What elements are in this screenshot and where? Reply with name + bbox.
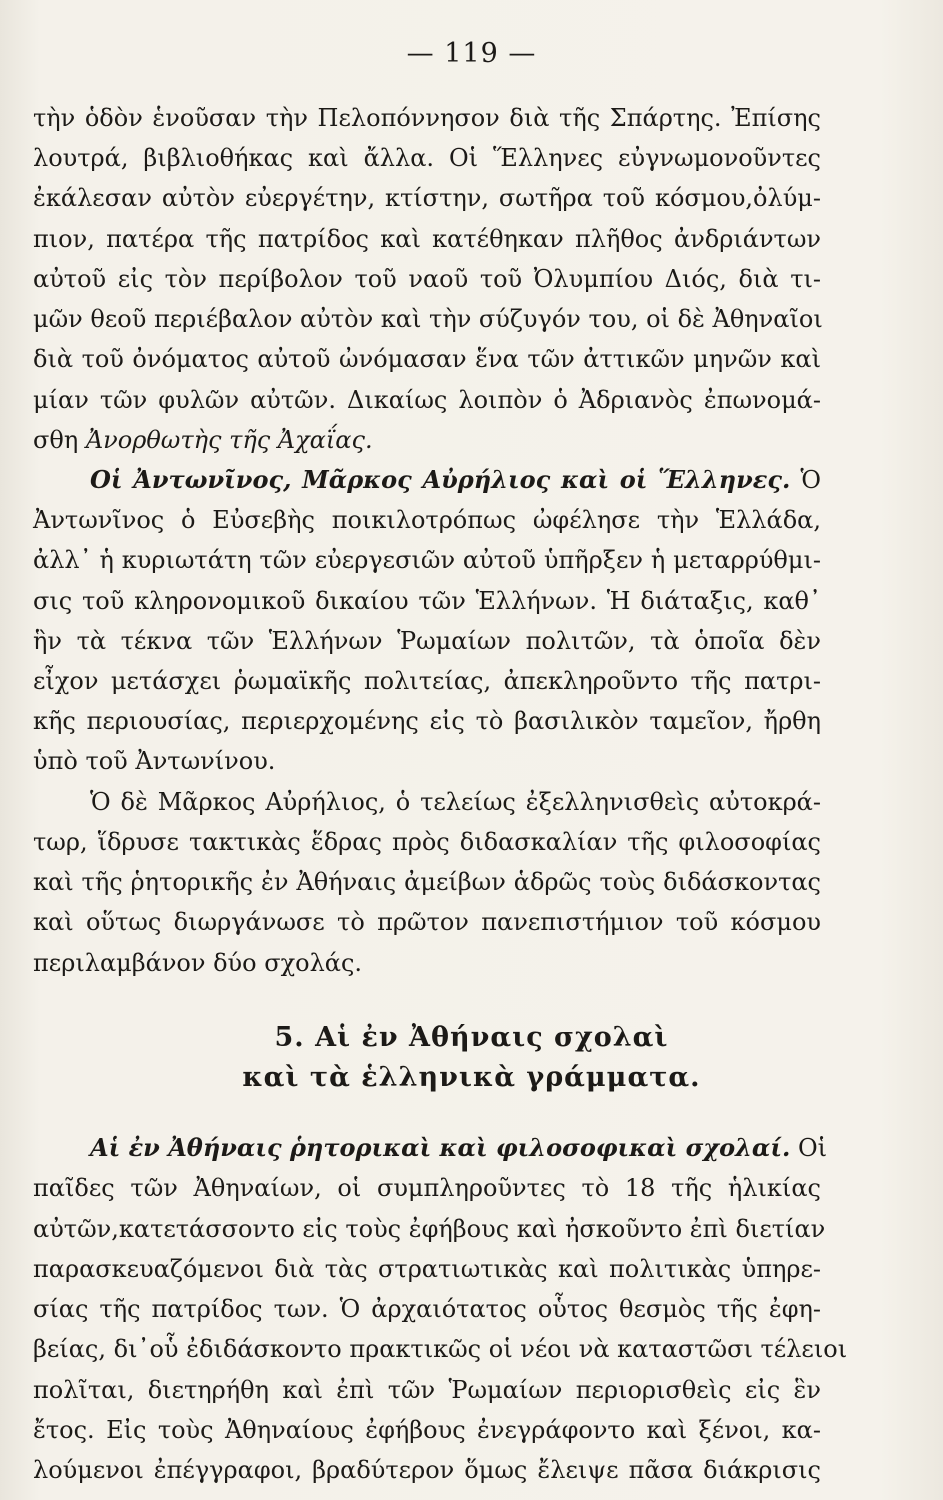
- text-line: μίαν τῶν φυλῶν αὐτῶν. Δικαίως λοιπὸν ὁ Ἀδριανὸς ἐπωνομά-: [33, 385, 821, 414]
- section-heading: καὶ τὰ ἑλληνικὰ γράμματα.: [242, 1062, 701, 1094]
- text-line: σις τοῦ κληρονομικοῦ δικαίου τῶν Ἑλλήνων. Ἡ διάταξις, καθ᾽: [33, 586, 821, 615]
- text-line: ἐκάλεσαν αὐτὸν εὐεργέτην, κτίστην, σωτῆρα τοῦ κόσμου,ὀλύμ-: [33, 184, 821, 213]
- text-line: πιον, πατέρα τῆς πατρίδος καὶ κατέθηκαν πλῆθος ἀνδριάντων: [33, 224, 821, 253]
- page-number: — 119 —: [406, 38, 537, 69]
- text-line: κῆς περιουσίας, περιερχομένης εἰς τὸ βασιλικὸν ταμεῖον, ἤρθη: [33, 707, 821, 736]
- inline-heading: Οἱ Ἀντωνῖνος, Μᾶρκος Αὐρήλιος καὶ οἱ Ἕλληνες.: [90, 464, 791, 494]
- text-line: μῶν θεοῦ περιέβαλον αὐτὸν καὶ τὴν σύζυγόν του, οἱ δὲ Ἀθηναῖοι: [33, 305, 823, 334]
- text-line: καὶ τῆς ῥητορικῆς ἐν Ἀθήναις ἀμείβων ἁδρῶς τοὺς διδάσκοντας: [33, 868, 821, 897]
- text-line: παῖδες τῶν Ἀθηναίων, οἱ συμπληροῦντες τὸ 18 τῆς ἡλικίας: [33, 1174, 821, 1203]
- paragraph-heading-line: Οἱ Ἀντωνῖνος, Μᾶρκος Αὐρήλιος καὶ οἱ Ἕλληνες. Ὁ: [90, 464, 821, 494]
- text-line: ἣν τὰ τέκνα τῶν Ἑλλήνων Ῥωμαίων πολιτῶν, τὰ ὁποῖα δὲν: [33, 626, 821, 655]
- text-line: αὐτοῦ εἰς τὸν περίβολον τοῦ ναοῦ τοῦ Ὀλυμπίου Διός, διὰ τι-: [33, 264, 821, 293]
- text-line: τωρ, ἵδρυσε τακτικὰς ἕδρας πρὸς διδασκαλίαν τῆς φιλοσοφίας: [33, 827, 821, 856]
- text-line: σίας τῆς πατρίδος των. Ὁ ἀρχαιότατος οὗτος θεσμὸς τῆς ἐφη-: [33, 1295, 821, 1324]
- text-line: παρασκευαζόμενοι διὰ τὰς στρατιωτικὰς καὶ πολιτικὰς ὑπηρε-: [33, 1254, 821, 1283]
- text-line: λούμενοι ἐπέγγραφοι, βραδύτερον ὅμως ἔλειψε πᾶσα διάκρισις: [33, 1456, 821, 1484]
- text-line: καὶ οὕτως διωργάνωσε τὸ πρῶτον πανεπιστήμιον τοῦ κόσμου: [33, 908, 821, 937]
- italic-epithet: Ἀνορθωτὴς τῆς Ἀχαΐας.: [85, 425, 373, 454]
- text-line: εἶχον μετάσχει ῥωμαϊκῆς πολιτείας, ἀπεκληροῦντο τῆς πατρι-: [33, 667, 821, 695]
- text-line: βείας, δι᾽οὗ ἐδιδάσκοντο πρακτικῶς οἱ νέοι νὰ καταστῶσι τέλειοι: [33, 1335, 848, 1364]
- text-line: Ἀντωνῖνος ὁ Εὐσεβὴς ποικιλοτρόπως ὠφέλησε τὴν Ἑλλάδα,: [33, 506, 821, 535]
- text-line: πολῖται, διετηρήθη καὶ ἐπὶ τῶν Ῥωμαίων περιορισθεὶς εἰς ἓν: [33, 1375, 821, 1404]
- inline-heading: Αἱ ἐν Ἀθήναις ῥητορικαὶ καὶ φιλοσοφικαὶ σχολαί.: [90, 1133, 791, 1163]
- text-line: τὴν ὁδὸν ἑνοῦσαν τὴν Πελοπόννησον διὰ τῆς Σπάρτης. Ἐπίσης: [33, 104, 821, 132]
- text-line: σθη Ἀνορθωτὴς τῆς Ἀχαΐας.: [33, 425, 373, 454]
- text-line: Ὁ δὲ Μᾶρκος Αὐρήλιος, ὁ τελείως ἐξελληνισθεὶς αὐτοκρά-: [90, 787, 821, 816]
- paragraph-heading-line: Αἱ ἐν Ἀθήναις ῥητορικαὶ καὶ φιλοσοφικαὶ σχολαί. Οἱ: [90, 1133, 828, 1163]
- section-heading: 5. Αἱ ἐν Ἀθήναις σχολαὶ: [274, 1022, 669, 1054]
- text-line: αὐτῶν,κατετάσσοντο εἰς τοὺς ἐφήβους καὶ ἠσκοῦντο ἐπὶ διετίαν: [33, 1214, 826, 1243]
- text-line: περιλαμβάνον δύο σχολάς.: [33, 948, 363, 977]
- text-line: ἔτος. Εἰς τοὺς Ἀθηναίους ἐφήβους ἐνεγράφοντο καὶ ξένοι, κα-: [33, 1415, 821, 1444]
- text-line: λουτρά, βιβλιοθήκας καὶ ἄλλα. Οἱ Ἕλληνες εὐγνωμονοῦντες: [33, 144, 821, 173]
- text-line: ὑπὸ τοῦ Ἀντωνίνου.: [33, 747, 276, 776]
- text-line: ἀλλ᾽ ἡ κυριωτάτη τῶν εὐεργεσιῶν αὐτοῦ ὑπῆρξεν ἡ μεταρρύθμι-: [33, 546, 821, 575]
- text-line: διὰ τοῦ ὀνόματος αὐτοῦ ὠνόμασαν ἕνα τῶν ἀττικῶν μηνῶν καὶ: [33, 345, 821, 374]
